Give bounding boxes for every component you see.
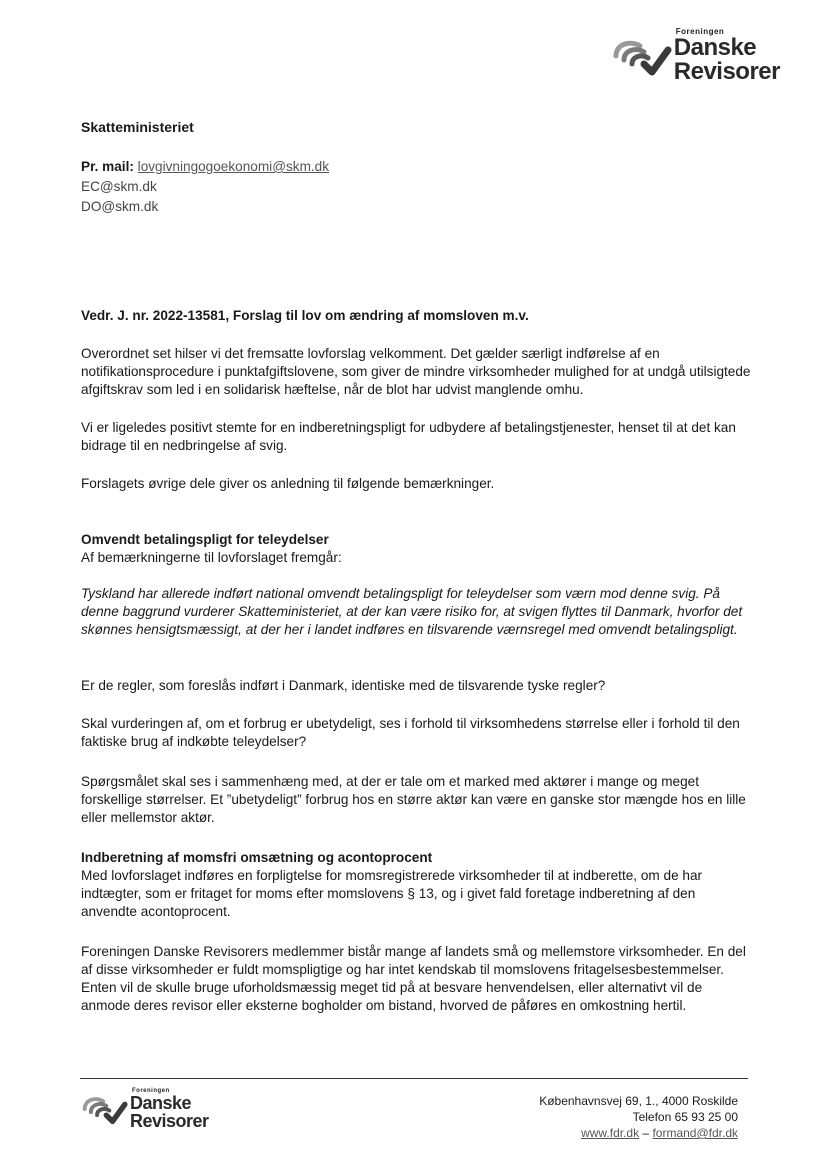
footer-divider <box>80 1078 748 1079</box>
paragraph-market: Spørgsmålet skal ses i sammenhæng med, at der er tale om et marked med aktører i mange og meget forskellige størrelser. Et ”ubetydeligt” forbrug hos en større aktør kan være en ganske stor mængde hos en lille eller mellemstor aktør. <box>81 774 746 825</box>
section-heading-reverse-charge: Omvendt betalingspligt for teleydelser <box>81 532 329 547</box>
footer-logo-revisorer: Revisorer <box>130 1111 209 1131</box>
mail-block <box>81 157 751 217</box>
section-heading-reporting: Indberetning af momsfri omsætning og acontoprocent <box>81 850 433 865</box>
footer-email-link[interactable]: formand@fdr.dk <box>652 1126 738 1140</box>
paragraph-reporting: Med lovforslaget indføres en forpligtelse for momsregistrerede virksomheder til at indberette, om de har indtægter, som er fritaget for moms efter momslovens § 13, og i givet fald foretage indberetning af den anvendte acontoprocent. <box>81 868 703 919</box>
logo-foreningen: Foreningen <box>675 27 725 36</box>
footer-phone: Telefon 65 93 25 00 <box>632 1110 738 1124</box>
footer-address-block <box>539 1093 738 1141</box>
paragraph-quote: Tyskland har allerede indført national omvendt betalingspligt for teleydelser som værn mod denne svig. På denne baggrund vurderer Skatteministeriet, at der kan være risiko for, at svigen flyttes til Danmark, hvorfor det skønnes hensigtsmæssigt, at der her i landet indføres en tilsvarende værnsregel med omvendt betalingspligt. <box>81 586 743 637</box>
paragraph-members: Foreningen Danske Revisorers medlemmer bistår mange af landets små og mellemstore virksomheder. En del af disse virksomheder er fuldt momspligtige og har intet kendskab til momslovens fritagelsesbestemmelser. Enten vil de skulle bruge uforholdsmæssig meget tid på at besvare henvendelsen, eller alternativt vil de anmode deres revisor eller eksterne bogholder om bistand, hvorved de påføres en omkostning hertil. <box>81 944 746 1013</box>
subject-line: Vedr. J. nr. 2022-13581, Forslag til lov om ændring af momsloven m.v. <box>81 308 529 323</box>
paragraph-payment-services: Vi er ligeledes positivt stemte for en indberetningspligt for udbydere af betalingstjenester, henset til at det kan bidrage til en nedbringelse af svig. <box>81 420 736 453</box>
footer-logo-foreningen: Foreningen <box>132 1088 170 1094</box>
footer-web-link[interactable]: www.fdr.dk <box>581 1126 640 1140</box>
footer-logo-danske: Danske <box>130 1093 192 1113</box>
cc-email-2: DO@skm.dk <box>81 199 159 214</box>
cc-email-1: EC@skm.dk <box>81 179 157 194</box>
footer-street-address: Københavnsvej 69, 1., 4000 Roskilde <box>539 1094 738 1108</box>
logo-danske: Danske <box>673 34 757 61</box>
mail-label: Pr. mail: <box>81 159 134 174</box>
primary-email-link[interactable]: lovgivningogoekonomi@skm.dk <box>137 159 330 174</box>
paragraph-intro: Overordnet set hilser vi det fremsatte lovforslag velkomment. Det gælder særligt indførelse af en notifikationsprocedure i punktafgiftslovene, som giver de mindre virksomheder mulighed for at undgå utilsigtede afgiftskrav som led i en solidarisk hæftelse, når de blot har udvist manglende omhu. <box>81 346 751 397</box>
fdr-logo-mark-icon <box>610 34 672 78</box>
paragraph-quote-intro: Af bemærkningerne til lovforslaget fremgår: <box>81 550 342 565</box>
paragraph-question-2: Skal vurderingen af, om et forbrug er ubetydeligt, ses i forhold til virksomhedens størrelse eller i forhold til den faktiske brug af indkøbte teleydelser? <box>81 716 740 749</box>
footer-logo <box>80 1088 209 1130</box>
footer-separator: – <box>639 1126 653 1140</box>
logo-revisorer: Revisorer <box>673 58 780 85</box>
fdr-logo-mark-icon <box>80 1092 128 1126</box>
recipient-name: Skatteministeriet <box>81 119 194 135</box>
header-logo <box>610 28 780 84</box>
paragraph-question-1: Er de regler, som foreslås indført i Danmark, identiske med de tilsvarende tyske regler? <box>81 678 606 693</box>
paragraph-remarks: Forslagets øvrige dele giver os anledning til følgende bemærkninger. <box>81 476 495 491</box>
